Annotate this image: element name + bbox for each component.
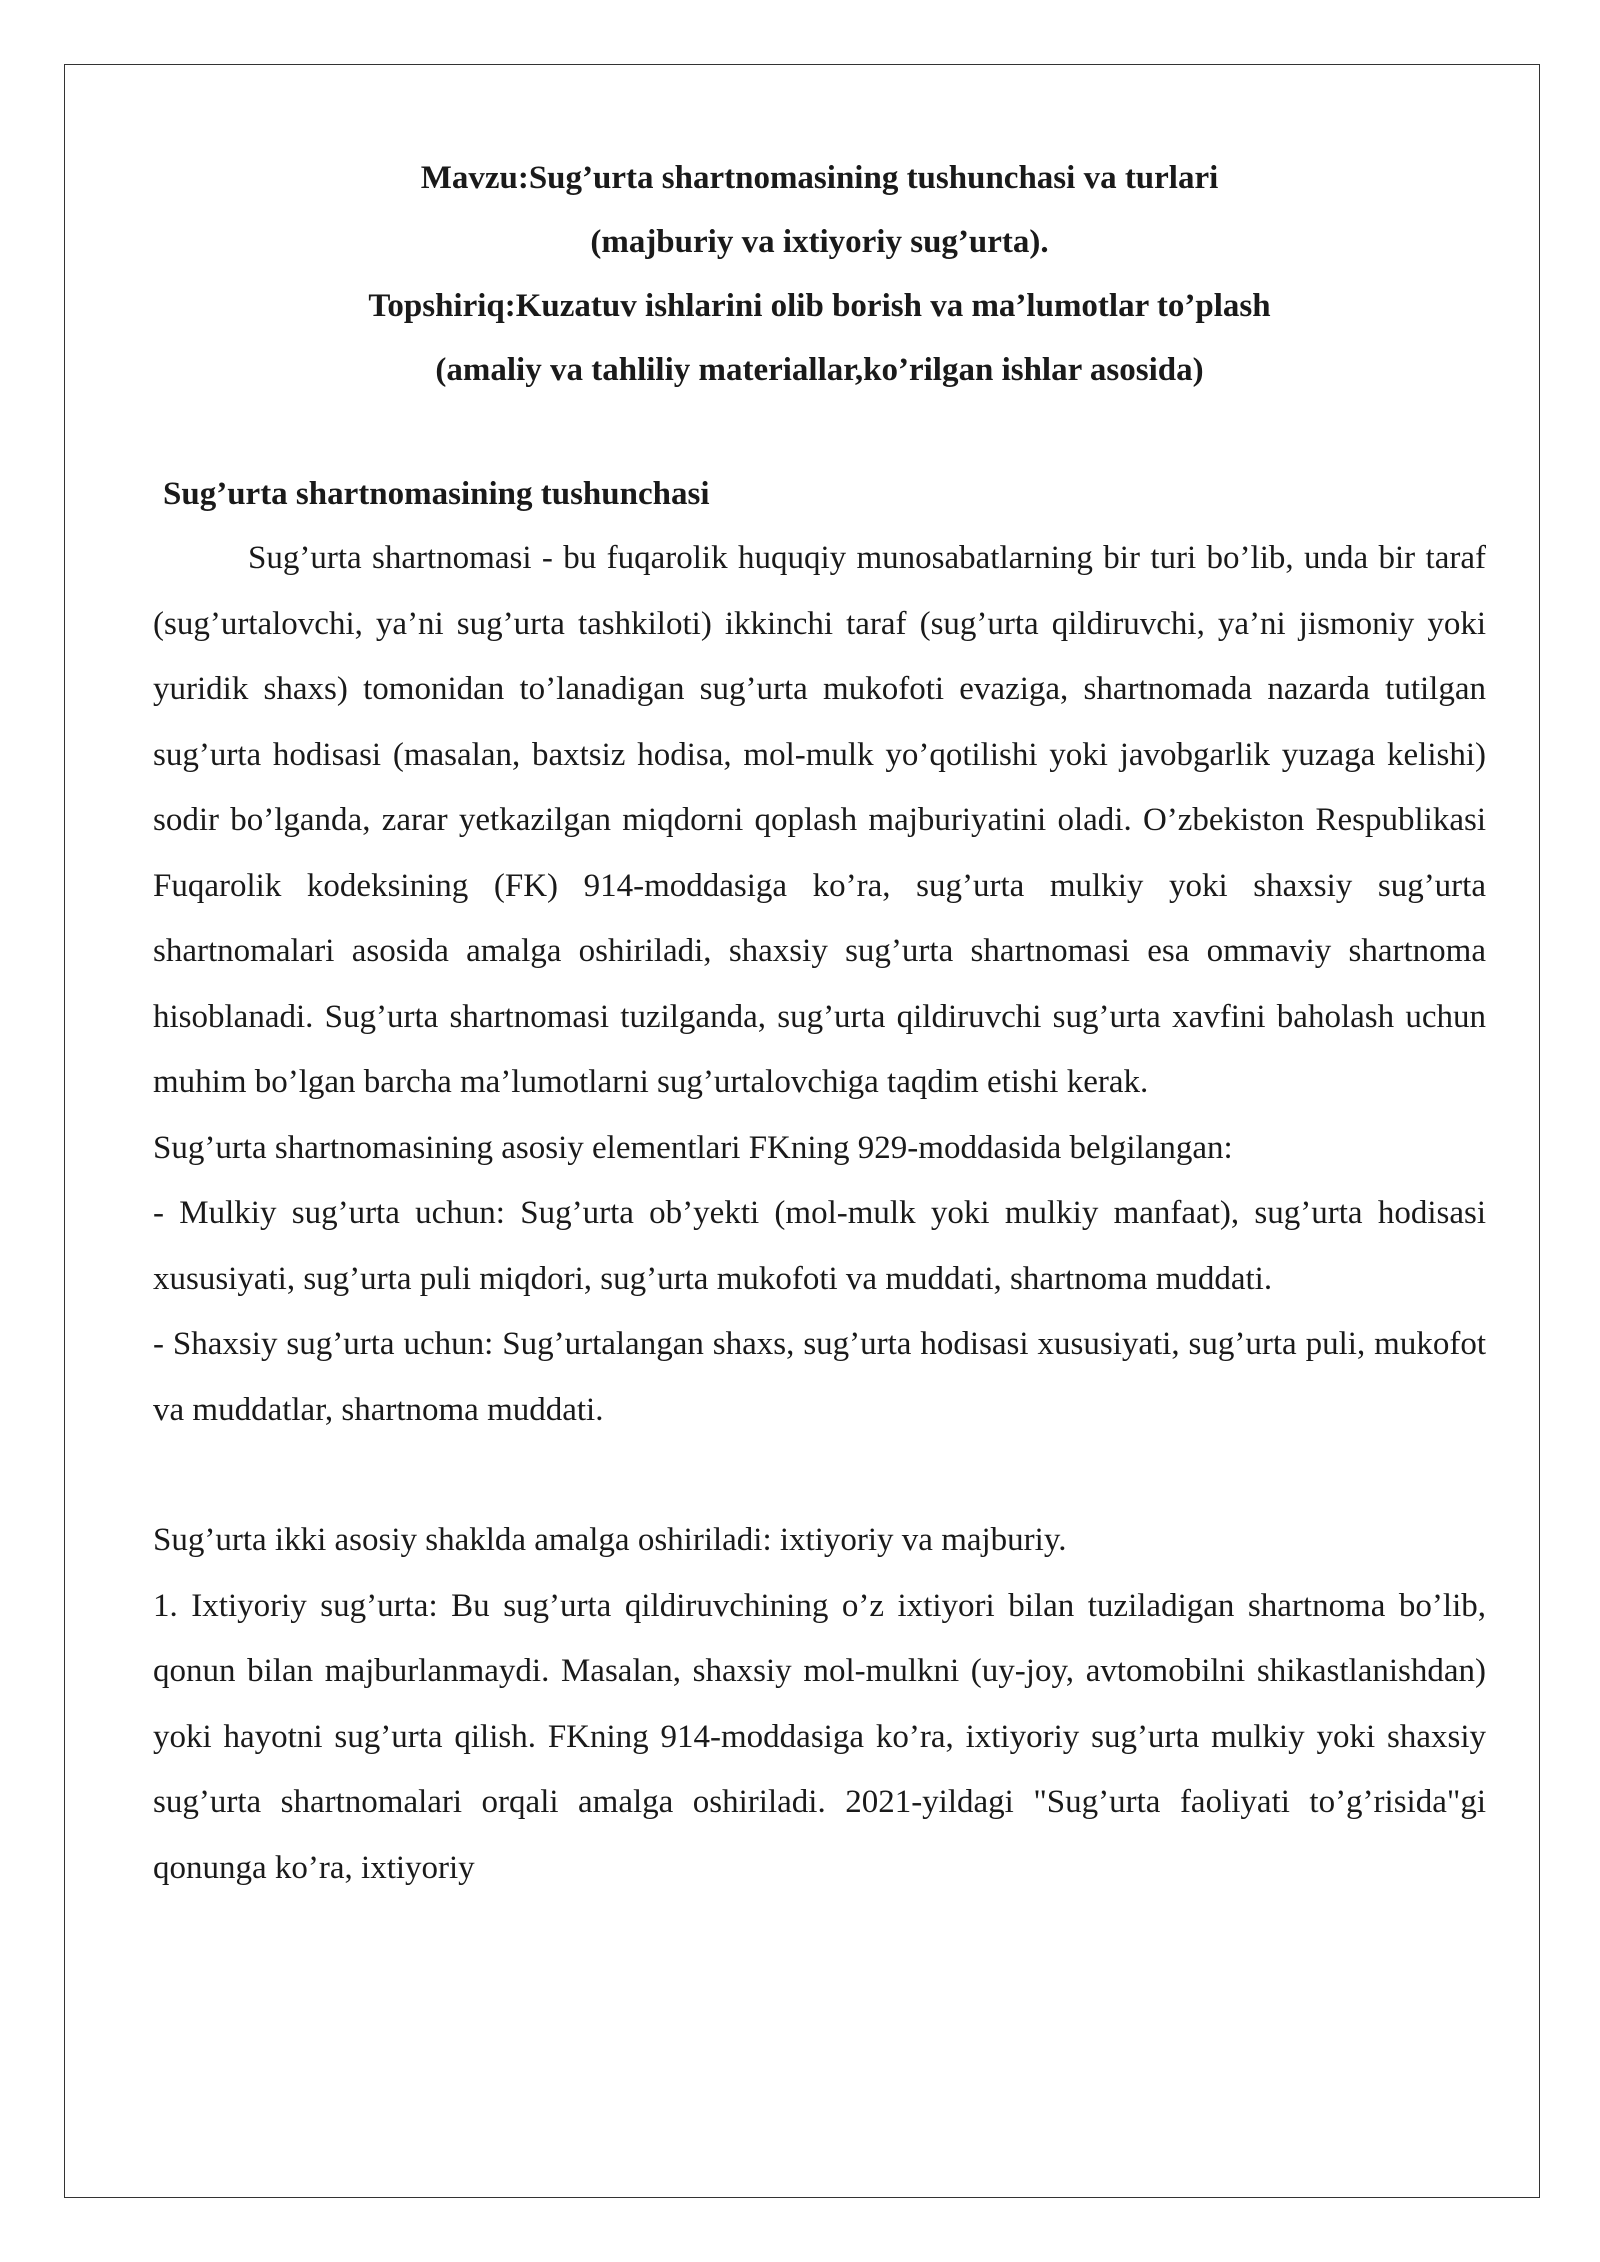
document-title [153, 146, 1486, 402]
title-line-task-subtitle: (amaliy va tahliliy materiallar,ko’rilgan ishlar asosida) [435, 352, 1204, 388]
section-heading: Sug’urta shartnomasining tushunchasi [163, 476, 710, 512]
title-line-task: Topshiriq:Kuzatuv ishlarini olib borish va ma’lumotlar to’plash [368, 288, 1271, 324]
title-line-topic-subtitle: (majburiy va ixtiyoriy sug’urta). [590, 224, 1049, 260]
paragraph-forms-intro: Sug’urta ikki asosiy shaklda amalga oshiriladi: ixtiyoriy va majburiy. [153, 1522, 1067, 1558]
document-body [153, 146, 1486, 1901]
list-item-property-insurance: - Mulkiy sug’urta uchun: Sug’urta ob’yekti (mol-mulk yoki mulkiy manfaat), sug’urta hodisasi xususiyati, sug’urta puli miqdori, sug’urta mukofoti va muddati, shartnoma muddati. [153, 1195, 1486, 1297]
list-item-voluntary-insurance: 1. Ixtiyoriy sug’urta: Bu sug’urta qildiruvchining o’z ixtiyori bilan tuziladigan shartnoma bo’lib, qonun bilan majburlanmaydi. Masalan, shaxsiy mol-mulkni (uy-joy, avtomobilni shikastlanishdan) yoki hayotni sug’urta qilish. FKning 914-moddasiga ko’ra, ixtiyoriy sug’urta mulkiy yoki shaxsiy sug’urta shartnomalari orqali amalga oshiriladi. 2021-yildagi "Sug’urta faoliyati to’g’risida"gi qonunga ko’ra, ixtiyoriy [153, 1587, 1486, 1886]
title-line-topic: Mavzu:Sug’urta shartnomasining tushunchasi va turlari [420, 160, 1219, 196]
paragraph-elements-intro: Sug’urta shartnomasining asosiy elementlari FKning 929-moddasida belgilangan: [153, 1129, 1233, 1166]
list-item-personal-insurance: - Shaxsiy sug’urta uchun: Sug’urtalangan shaxs, sug’urta hodisasi xususiyati, sug’urta puli, mukofot va muddatlar, shartnoma muddati. [153, 1326, 1486, 1428]
paragraph-spacer [153, 1443, 1486, 1508]
paragraph-definition: Sug’urta shartnomasi - bu fuqarolik huquqiy munosabatlarning bir turi bo’lib, unda bir taraf (sug’urtalovchi, ya’ni sug’urta tashkiloti) ikkinchi taraf (sug’urta qildiruvchi, ya’ni jismoniy yoki yuridik shaxs) tomonidan to’lanadigan sug’urta mukofoti evaziga, shartnomada nazarda tutilgan sug’urta hodisasi (masalan, baxtsiz hodisa, mol-mulk yo’qotilishi yoki javobgarlik yuzaga kelishi) sodir bo’lganda, zarar yetkazilgan miqdorni qoplash majburiyatini oladi. O’zbekiston Respublikasi Fuqarolik kodeksining (FK) 914-moddasiga ko’ra, sug’urta mulkiy yoki shaxsiy sug’urta shartnomalari asosida amalga oshiriladi, shaxsiy sug’urta shartnomasi esa ommaviy shartnoma hisoblanadi. Sug’urta shartnomasi tuzilganda, sug’urta qildiruvchi sug’urta xavfini baholash uchun muhim bo’lgan barcha ma’lumotlarni sug’urtalovchiga taqdim etishi kerak. [153, 540, 1486, 1100]
